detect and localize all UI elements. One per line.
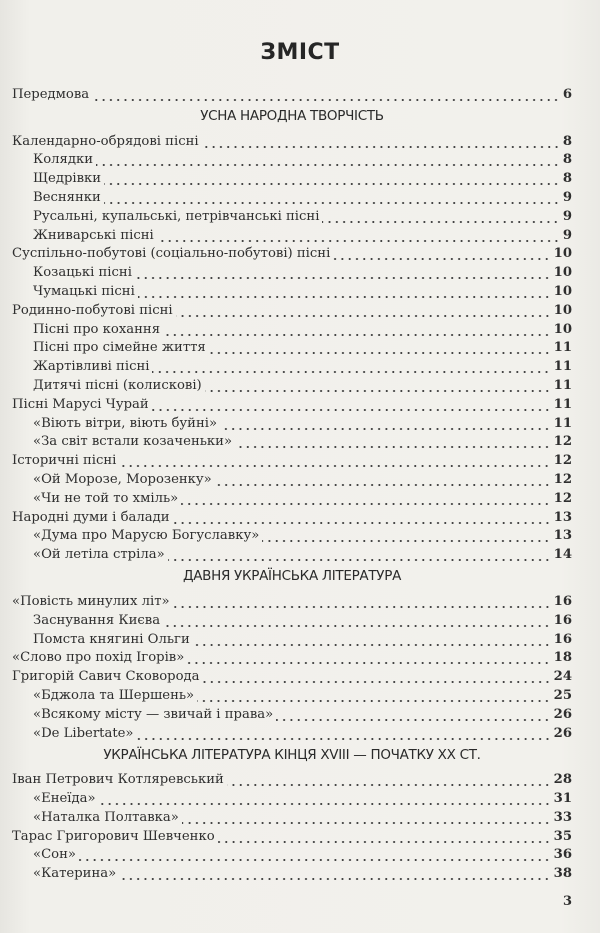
toc-entry-page: 14: [553, 547, 572, 563]
table-of-contents: [12, 83, 572, 881]
toc-entry-page: 25: [553, 687, 572, 703]
toc-entry-title: Календарно-обрядові пісні: [12, 133, 199, 149]
toc-entry-page: 26: [553, 725, 572, 741]
toc-entry: [12, 337, 572, 356]
toc-entry-page: 9: [562, 189, 572, 205]
toc-entry: [12, 844, 572, 863]
toc-entry: [12, 487, 572, 506]
toc-entry-page: 12: [553, 434, 572, 450]
toc-entry-title: Пісні про кохання: [33, 321, 161, 337]
dot-leader: [96, 155, 560, 167]
toc-entry: [12, 243, 572, 262]
dot-leader: [157, 231, 560, 243]
toc-entry-page: 12: [553, 490, 572, 506]
toc-entry-page: 8: [562, 133, 572, 149]
dot-leader: [173, 513, 551, 525]
toc-entry-page: 36: [553, 847, 572, 863]
toc-entry-title: «Чи не той то хміль»: [33, 490, 179, 506]
toc-entry-title: «Наталка Полтавка»: [33, 809, 179, 825]
dot-leader: [163, 325, 551, 337]
toc-entry-title: Козацькі пісні: [33, 265, 132, 281]
toc-entry-title: «Слово про похід Ігорів»: [12, 650, 185, 666]
toc-entry-title: Тарас Григорович Шевченко: [12, 828, 215, 844]
toc-entry-title: Григорій Савич Сковорода: [12, 669, 200, 685]
toc-entry-page: 10: [553, 283, 572, 299]
toc-entry-title: «Бджола та Шершень»: [33, 687, 195, 703]
toc-entry-title: Веснянки: [33, 189, 101, 205]
toc-entry-page: 10: [553, 321, 572, 337]
toc-entry: [12, 318, 572, 337]
toc-entry-title: Чумацькі пісні: [33, 283, 135, 299]
toc-entry-title: «Дума про Марусю Богуславку»: [33, 528, 260, 544]
toc-entry: [12, 449, 572, 468]
toc-entry-title: «Катерина»: [33, 866, 117, 882]
toc-entry: [12, 205, 572, 224]
toc-entry-title: Заснування Києва: [33, 612, 161, 628]
toc-entry-title: Жниварські пісні: [33, 227, 154, 243]
toc-entry: [12, 468, 572, 487]
dot-leader: [176, 306, 551, 318]
toc-entry-page: 35: [553, 828, 572, 844]
dot-leader: [152, 362, 550, 374]
toc-entry-page: 33: [553, 809, 572, 825]
dot-leader: [218, 832, 551, 844]
toc-entry: [12, 703, 572, 722]
toc-entry-title: Помста княгині Ольги: [33, 631, 190, 647]
toc-entry: [12, 130, 572, 149]
toc-entry-page: 8: [562, 152, 572, 168]
toc-entry: [12, 299, 572, 318]
dot-leader: [163, 616, 551, 628]
toc-entry-title: Іван Петрович Котляревський: [12, 772, 224, 788]
dot-leader: [104, 193, 560, 205]
toc-entry: [12, 431, 572, 450]
toc-entry-title: «Повість минулих літ»: [12, 593, 170, 609]
toc-entry-title: «Всякому місту — звичай і права»: [33, 706, 274, 722]
dot-leader: [119, 869, 550, 881]
toc-entry-title: Передмова: [12, 86, 90, 102]
toc-entry-title: Пісні Марусі Чурай: [12, 396, 149, 412]
toc-entry-page: 8: [562, 171, 572, 187]
dot-leader: [92, 90, 560, 102]
toc-entry-page: 38: [553, 866, 572, 882]
dot-leader: [197, 691, 551, 703]
toc-entry-page: 10: [553, 302, 572, 318]
toc-entry-title: «Сон»: [33, 847, 76, 863]
dot-leader: [104, 174, 560, 186]
dot-leader: [205, 381, 551, 393]
toc-entry: [12, 684, 572, 703]
dot-leader: [333, 249, 550, 261]
dot-leader: [276, 710, 550, 722]
toc-entry: [12, 186, 572, 205]
toc-entry-title: Родинно-побутові пісні: [12, 302, 173, 318]
toc-entry-page: 11: [553, 359, 572, 375]
toc-entry: [12, 787, 572, 806]
toc-entry: [12, 261, 572, 280]
toc-entry-title: Щедрівки: [33, 171, 102, 187]
dot-leader: [220, 419, 551, 431]
toc-entry-page: 9: [562, 227, 572, 243]
dot-leader: [152, 400, 551, 412]
page-number: 3: [562, 894, 572, 909]
dot-leader: [235, 437, 551, 449]
toc-entry-title: Історичні пісні: [12, 453, 117, 469]
toc-entry: [12, 525, 572, 544]
toc-entry: [12, 355, 572, 374]
section-heading: УКРАЇНСЬКА ЛІТЕРАТУРА КІНЦЯ XVIII — ПОЧАТКУ XX СТ.: [103, 746, 481, 763]
toc-entry-title: Жартівливі пісні: [33, 359, 150, 375]
toc-entry-title: Дитячі пісні (колискові): [33, 377, 202, 393]
toc-entry-page: 10: [553, 246, 572, 262]
dot-leader: [181, 494, 550, 506]
toc-entry: [12, 224, 572, 243]
toc-entry-page: 16: [553, 631, 572, 647]
toc-entry: [12, 825, 572, 844]
toc-entry-page: 13: [553, 509, 572, 525]
toc-entry-page: 12: [553, 471, 572, 487]
dot-leader: [138, 287, 551, 299]
toc-entry: [12, 167, 572, 186]
toc-entry-title: Народні думи і балади: [12, 509, 170, 525]
dot-leader: [203, 672, 551, 684]
toc-entry-title: «За світ встали козаченьки»: [33, 434, 233, 450]
toc-entry-page: 11: [553, 396, 572, 412]
dot-leader: [135, 268, 551, 280]
toc-entry-page: 31: [553, 791, 572, 807]
toc-entry-page: 26: [553, 706, 572, 722]
toc-entry-title: Суспільно-побутові (соціально-побутові) пісні: [12, 246, 331, 262]
toc-entry-title: Пісні про сімейне життя: [33, 340, 206, 356]
toc-entry-title: «Ой летіла стріла»: [33, 547, 165, 563]
toc-entry-title: «Ой Морозе, Морозенку»: [33, 471, 212, 487]
toc-entry: [12, 862, 572, 881]
toc-entry-page: 9: [562, 208, 572, 224]
toc-entry: [12, 628, 572, 647]
toc-entry: [12, 665, 572, 684]
toc-entry-page: 11: [553, 415, 572, 431]
toc-entry: [12, 412, 572, 431]
dot-leader: [168, 550, 551, 562]
section-heading: ДАВНЯ УКРАЇНСЬКА ЛІТЕРАТУРА: [182, 568, 402, 585]
toc-entry-page: 28: [553, 772, 572, 788]
dot-leader: [209, 343, 551, 355]
toc-entry: [12, 149, 572, 168]
toc-entry-page: 10: [553, 265, 572, 281]
toc-entry: [12, 609, 572, 628]
toc-entry-page: 18: [553, 650, 572, 666]
toc-entry-page: 16: [553, 593, 572, 609]
toc-entry: [12, 280, 572, 299]
toc-entry: [12, 647, 572, 666]
dot-leader: [79, 850, 551, 862]
toc-entry: [12, 806, 572, 825]
dot-leader: [119, 456, 550, 468]
toc-entry: [12, 722, 572, 741]
dot-leader: [322, 212, 559, 224]
toc-entry-title: Колядки: [33, 152, 93, 168]
dot-leader: [193, 635, 551, 647]
toc-entry-page: 13: [553, 528, 572, 544]
dot-leader: [137, 729, 551, 741]
section-heading: УСНА НАРОДНА ТВОРЧІСТЬ: [200, 107, 384, 124]
dot-leader: [182, 813, 551, 825]
toc-entry: [12, 83, 572, 102]
dot-leader: [173, 597, 551, 609]
toc-entry-page: 11: [553, 377, 572, 393]
toc-entry: [12, 374, 572, 393]
toc-entry-title: «De Libertate»: [33, 725, 134, 741]
dot-leader: [215, 475, 551, 487]
toc-entry: [12, 543, 572, 562]
toc-entry-page: 6: [562, 86, 572, 102]
toc-entry: [12, 393, 572, 412]
toc-entry: [12, 506, 572, 525]
toc-entry-title: Русальні, купальські, петрівчанські пісні: [33, 208, 320, 224]
dot-leader: [262, 531, 550, 543]
toc-entry: [12, 590, 572, 609]
dot-leader: [99, 794, 551, 806]
toc-entry-title: «Віють вітри, віють буйні»: [33, 415, 218, 431]
dot-leader: [187, 653, 550, 665]
toc-entry-page: 24: [553, 669, 572, 685]
toc-entry-page: 12: [553, 453, 572, 469]
toc-entry: [12, 769, 572, 788]
toc-entry-page: 11: [553, 340, 572, 356]
toc-entry-title: «Енеїда»: [33, 791, 96, 807]
page-title: ЗМІСТ: [260, 40, 340, 65]
dot-leader: [202, 137, 560, 149]
toc-entry-page: 16: [553, 612, 572, 628]
dot-leader: [227, 775, 551, 787]
